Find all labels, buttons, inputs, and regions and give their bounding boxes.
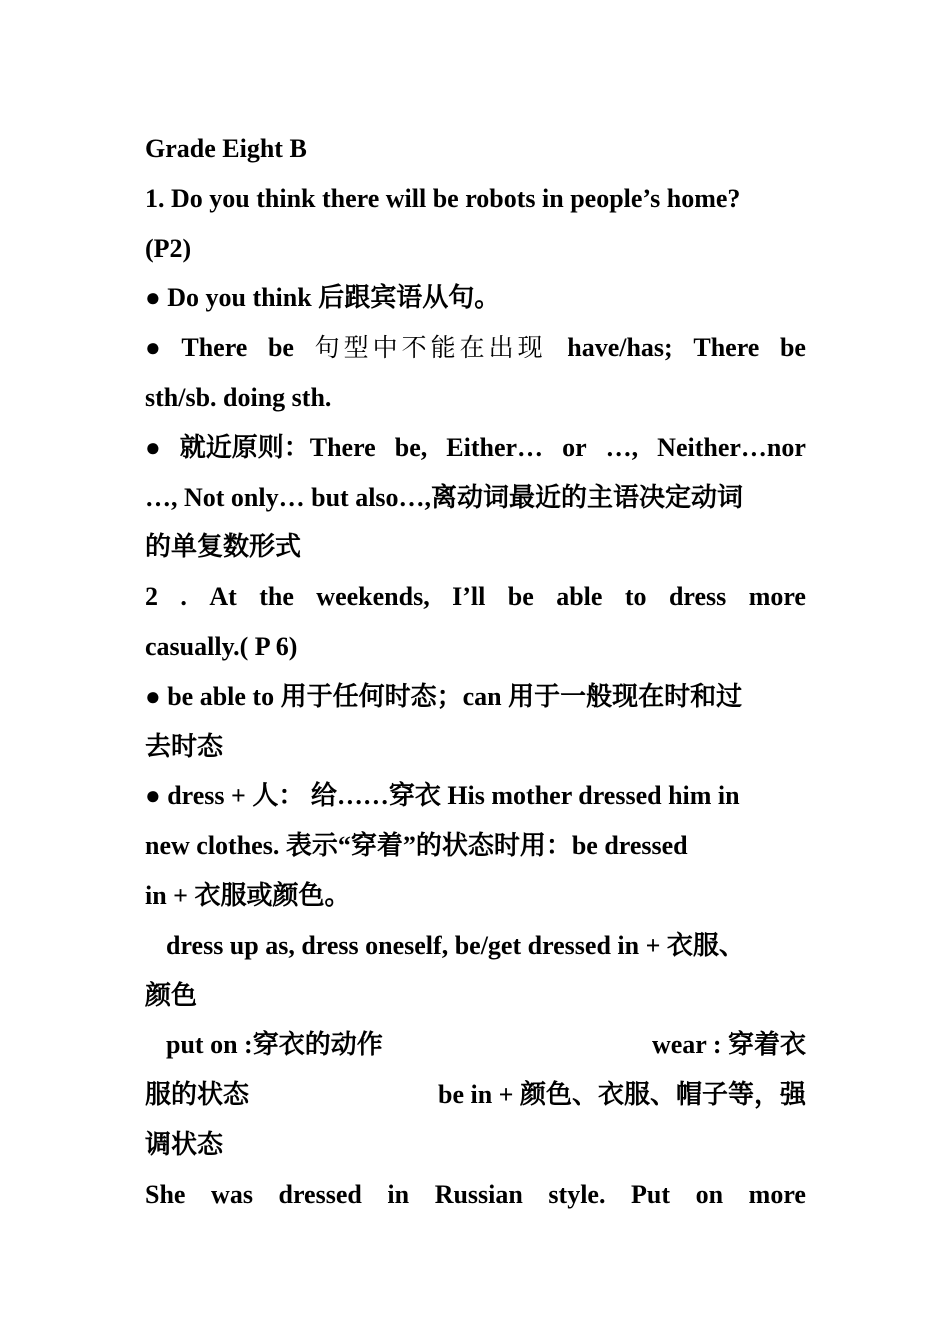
section-2-bullet-2-line-2: new clothes. 表示“穿着”的状态时用：be dressed bbox=[145, 831, 688, 861]
section-2-para-2-line-3: 调状态 bbox=[145, 1129, 224, 1159]
word: At bbox=[209, 582, 237, 612]
word: Russian bbox=[434, 1179, 523, 1209]
word: I’ll bbox=[452, 582, 486, 612]
word: She bbox=[145, 1179, 186, 1209]
section-2-para-1-line-1: dress up as, dress oneself, be/get dressed in + 衣服、 bbox=[166, 930, 745, 960]
section-1-heading-line-2: (P2) bbox=[145, 233, 192, 263]
section-2-para-2-line-2 bbox=[145, 1070, 806, 1120]
section-2-bullet-1-line-1: ● be able to 用于任何时态；can 用于一般现在时和过 bbox=[145, 681, 743, 711]
phrase-left: put on :穿衣的动作 bbox=[166, 1030, 383, 1060]
word: …, bbox=[605, 432, 639, 462]
section-2-bullet-1-line-2: 去时态 bbox=[145, 731, 224, 761]
word: ● bbox=[145, 432, 161, 462]
section-2-para-2-line-1 bbox=[145, 1020, 806, 1070]
word: be bbox=[779, 333, 806, 363]
section-1-bullet-2-line-2: sth/sb. doing sth. bbox=[145, 382, 332, 412]
word: There bbox=[693, 333, 760, 363]
section-1-bullet-1: ● Do you think 后跟宾语从句。 bbox=[145, 283, 501, 313]
word: be, bbox=[394, 432, 428, 462]
section-2-para-3-line-1 bbox=[145, 1170, 806, 1220]
word: Neither…nor bbox=[657, 432, 806, 462]
word: to bbox=[624, 582, 647, 612]
word: have/has; bbox=[567, 333, 673, 363]
section-1-bullet-3-line-2: …, Not only… but also…,离动词最近的主语决定动词 bbox=[145, 482, 744, 512]
document-page bbox=[145, 124, 806, 1220]
word: weekends, bbox=[316, 582, 430, 612]
word: more bbox=[748, 582, 806, 612]
word: There bbox=[181, 333, 248, 363]
word: was bbox=[211, 1179, 253, 1209]
word: or bbox=[562, 432, 587, 462]
section-2-bullet-2-line-3: in + 衣服或颜色。 bbox=[145, 880, 351, 910]
section-2-heading-line-2: casually.( P 6) bbox=[145, 631, 298, 661]
word: 就近原则：There bbox=[179, 432, 376, 462]
document-title: Grade Eight B bbox=[145, 134, 307, 163]
word: ● bbox=[145, 333, 161, 363]
word: 2 bbox=[145, 582, 158, 612]
section-1-bullet-2-line-1 bbox=[145, 323, 806, 373]
phrase-right: be in + 颜色、衣服、帽子等，强 bbox=[438, 1080, 806, 1110]
phrase-left: 服的状态 bbox=[145, 1080, 250, 1110]
word: dress bbox=[668, 582, 727, 612]
word: the bbox=[259, 582, 294, 612]
word: dressed bbox=[278, 1179, 362, 1209]
word: more bbox=[748, 1179, 806, 1209]
word: on bbox=[695, 1179, 724, 1209]
word: in bbox=[387, 1179, 410, 1209]
section-1-bullet-3-line-1 bbox=[145, 423, 806, 473]
word: 句型中不能在出现 bbox=[314, 333, 547, 363]
section-2-heading-line-1 bbox=[145, 572, 806, 622]
section-2-bullet-2-line-1: ● dress + 人： 给……穿衣 His mother dressed him in bbox=[145, 781, 740, 811]
word: . bbox=[180, 582, 187, 612]
section-1-heading-line-1: 1. Do you think there will be robots in people’s home? bbox=[145, 183, 741, 213]
word: be bbox=[267, 333, 294, 363]
word: able bbox=[556, 582, 603, 612]
section-2-para-1-line-2: 颜色 bbox=[145, 980, 198, 1010]
word: Put bbox=[631, 1179, 671, 1209]
word: Either… bbox=[446, 432, 544, 462]
word: style. bbox=[548, 1179, 606, 1209]
phrase-right: wear : 穿着衣 bbox=[651, 1030, 806, 1060]
section-1-bullet-3-line-3: 的单复数形式 bbox=[145, 532, 302, 562]
word: be bbox=[507, 582, 534, 612]
